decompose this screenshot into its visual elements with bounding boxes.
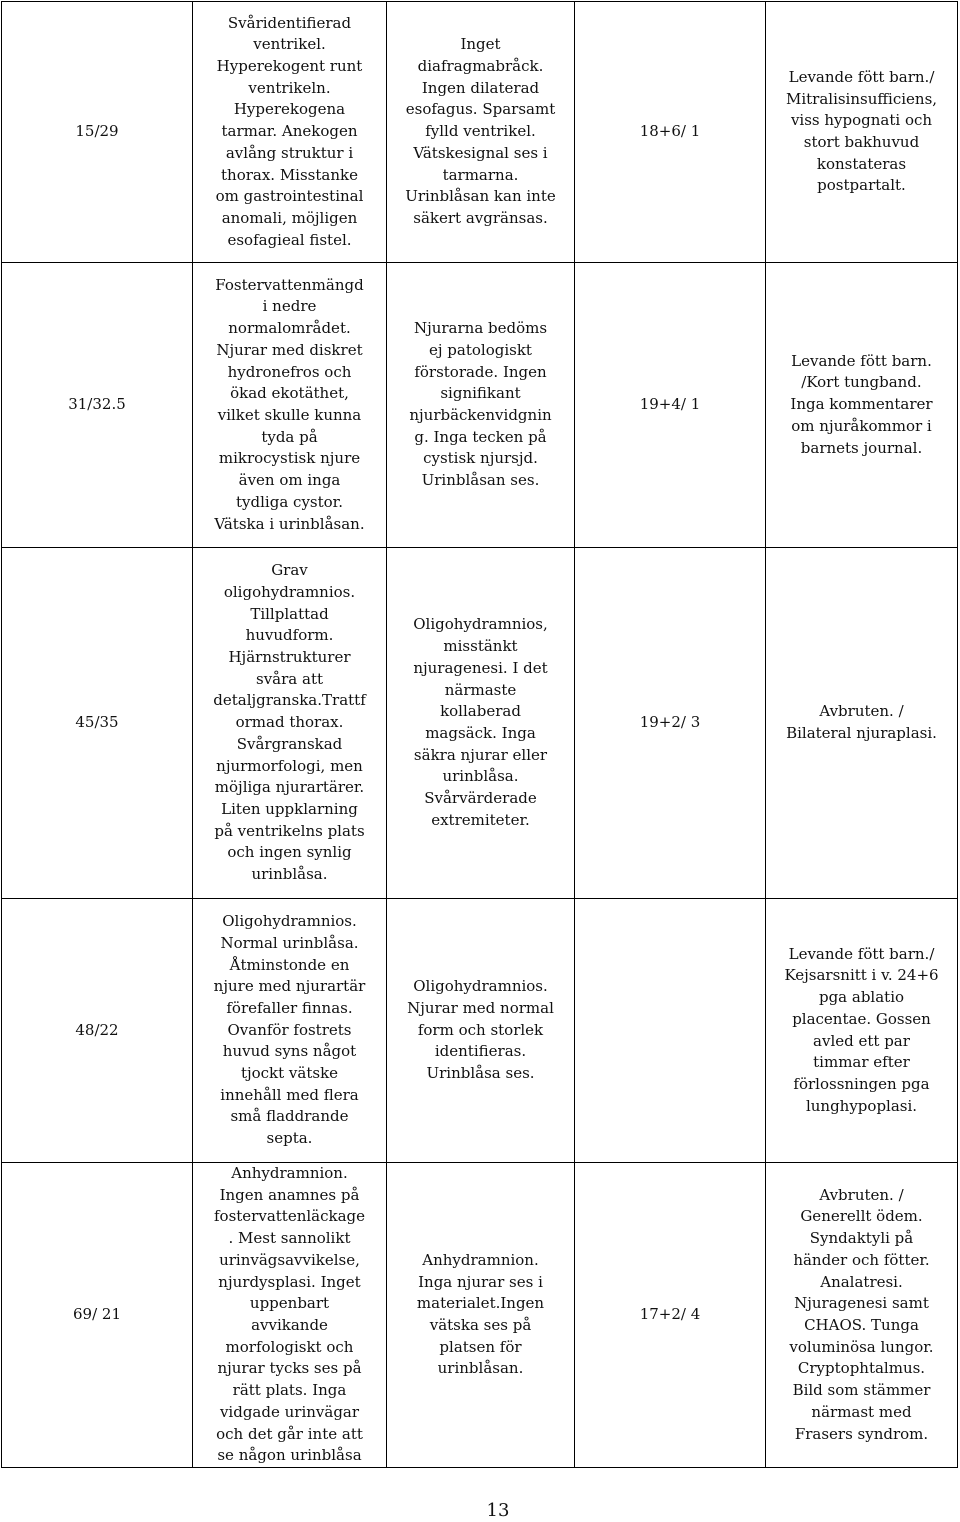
second-exam-findings-cell: Oligohydramnios. Njurar med normal form och storlek identifieras. Urinblåsa ses. [387, 899, 575, 1163]
case-id-cell: 48/22 [2, 899, 193, 1163]
case-id-cell: 45/35 [2, 548, 193, 899]
gestational-week-cell: 18+6/ 1 [575, 2, 766, 263]
case-id-cell: 15/29 [2, 2, 193, 263]
first-exam-findings-cell: Anhydramnion. Ingen anamnes på fostervattenläckage . Mest sannolikt urinvägsavvikelse, njurdysplasi. Inget uppenbart avvikande morfologiskt och njurar tycks ses på rätt plats. Inga vidgade urinvägar och det går inte att se någon urinblåsa [193, 1163, 387, 1468]
outcome-cell: Levande fött barn./ Kejsarsnitt i v. 24+6 pga ablatio placentae. Gossen avled ett par timmar efter förlossningen pga lunghypoplasi. [766, 899, 958, 1163]
first-exam-findings-cell: Fostervattenmängd i nedre normalområdet. Njurar med diskret hydronefros och ökad ekotäthet, vilket skulle kunna tyda på mikrocystisk njure även om inga tydliga cystor. Vätska i urinblåsan. [193, 263, 387, 548]
table-row [2, 899, 958, 1163]
case-table [1, 1, 958, 1468]
outcome-cell: Avbruten. / Generellt ödem. Syndaktyli på händer och fötter. Analatresi. Njuragenesi samt CHAOS. Tunga voluminösa lungor. Cryptophtalmus. Bild som stämmer närmast med Frasers syndrom. [766, 1163, 958, 1468]
outcome-cell: Levande fött barn./ Mitralisinsufficiens, viss hypognati och stort bakhuvud konstateras postpartalt. [766, 2, 958, 263]
gestational-week-cell: 17+2/ 4 [575, 1163, 766, 1468]
page-number: 13 [486, 1500, 510, 1521]
first-exam-findings-cell: Oligohydramnios. Normal urinblåsa. Åtminstonde en njure med njurartär förefaller finnas. Ovanför fostrets huvud syns något tjockt vätske innehåll med flera små fladdrande septa. [193, 899, 387, 1163]
second-exam-findings-cell: Anhydramnion. Inga njurar ses i materialet.Ingen vätska ses på platsen för urinblåsan. [387, 1163, 575, 1468]
gestational-week-cell [575, 899, 766, 1163]
second-exam-findings-cell: Oligohydramnios, misstänkt njuragenesi. I det närmaste kollaberad magsäck. Inga säkra njurar eller urinblåsa. Svårvärderade extremiteter. [387, 548, 575, 899]
gestational-week-cell: 19+2/ 3 [575, 548, 766, 899]
outcome-cell: Avbruten. / Bilateral njuraplasi. [766, 548, 958, 899]
case-id-cell: 31/32.5 [2, 263, 193, 548]
table-row [2, 2, 958, 263]
table-row [2, 263, 958, 548]
table-row [2, 1163, 958, 1468]
case-id-cell: 69/ 21 [2, 1163, 193, 1468]
second-exam-findings-cell: Njurarna bedöms ej patologiskt förstorade. Ingen signifikant njurbäckenvidgnin g. Inga tecken på cystisk njursjd. Urinblåsan ses. [387, 263, 575, 548]
outcome-cell: Levande fött barn. /Kort tungband. Inga kommentarer om njuråkommor i barnets journal. [766, 263, 958, 548]
first-exam-findings-cell: Grav oligohydramnios. Tillplattad huvudform. Hjärnstrukturer svåra att detaljgranska.Trattf ormad thorax. Svårgranskad njurmorfologi, men möjliga njurartärer. Liten uppklarning på ventrikelns plats och ingen synlig urinblåsa. [193, 548, 387, 899]
gestational-week-cell: 19+4/ 1 [575, 263, 766, 548]
first-exam-findings-cell: Svåridentifierad ventrikel. Hyperekogent runt ventrikeln. Hyperekogena tarmar. Anekogen avlång struktur i thorax. Misstanke om gastrointestinal anomali, möjligen esofagieal fistel. [193, 2, 387, 263]
table-row [2, 548, 958, 899]
second-exam-findings-cell: Inget diafragmabråck. Ingen dilaterad esofagus. Sparsamt fylld ventrikel. Vätskesignal ses i tarmarna. Urinblåsan kan inte säkert avgränsas. [387, 2, 575, 263]
